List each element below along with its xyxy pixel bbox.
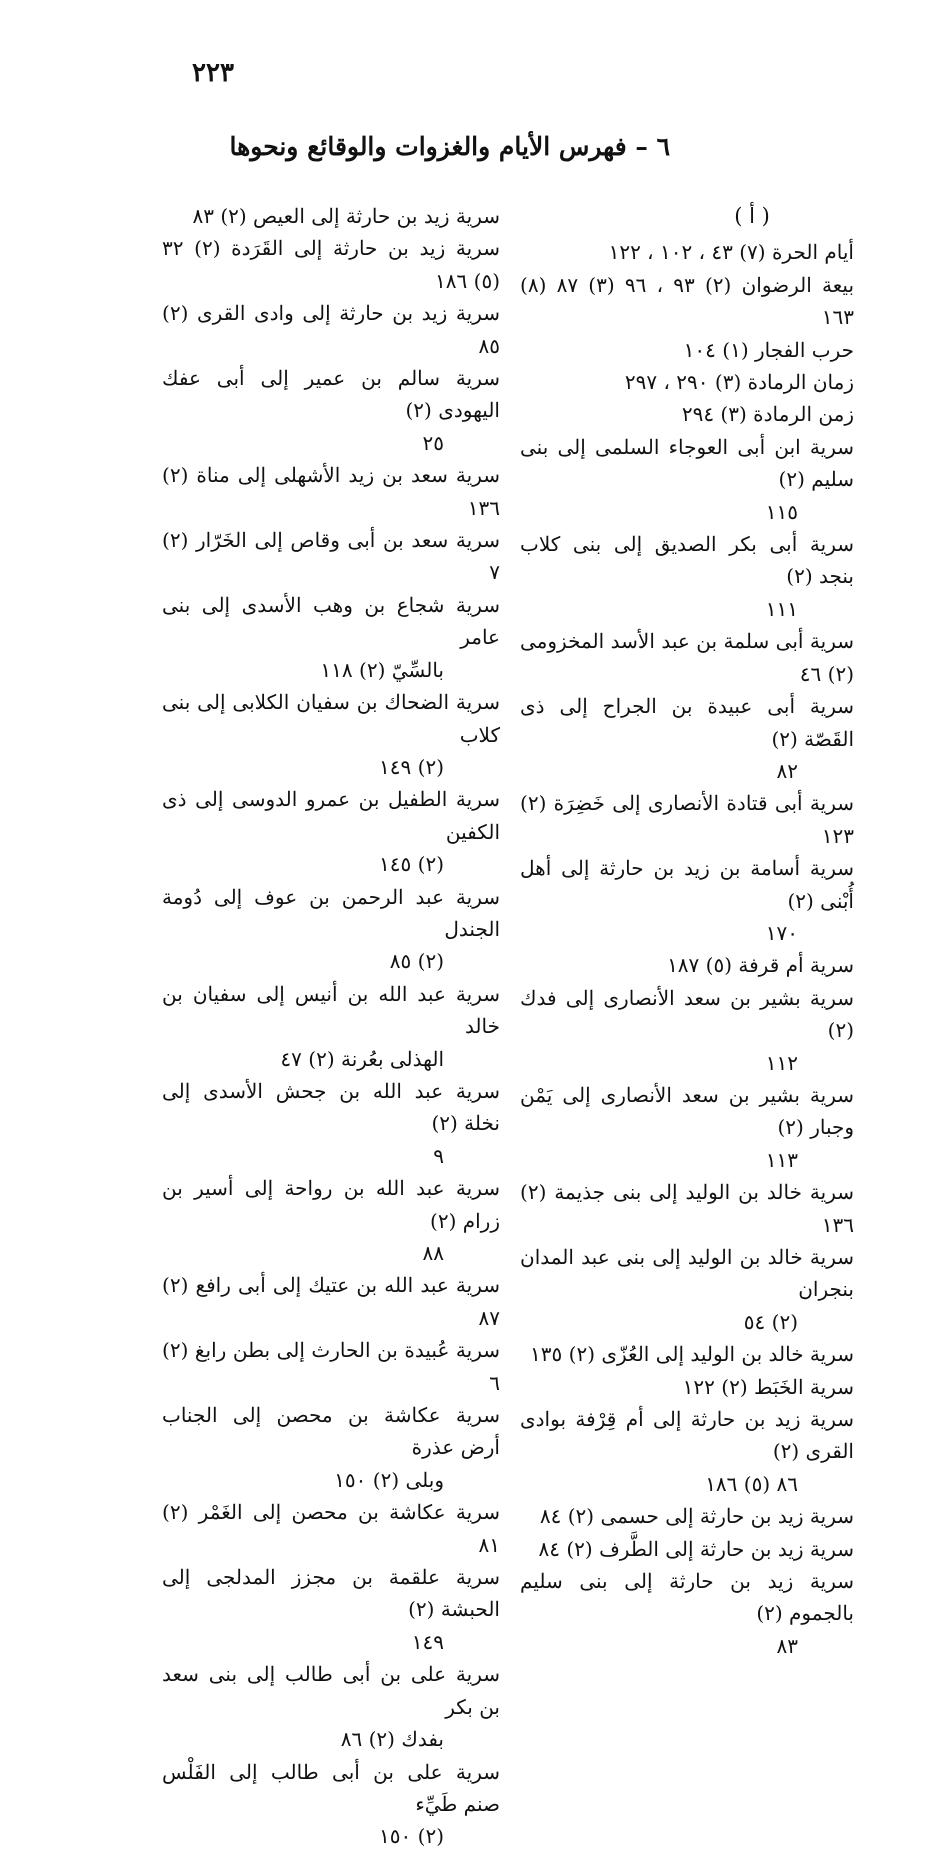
index-entry: سرية زيد بن حارثة إلى أم قِرْفة بوادى القرى (٢) ٨٦ (٥) ١٨٦	[520, 1407, 854, 1496]
index-entry: سرية زيد بن حارثة إلى القَرَدة (٢) ٣٢ (٥) ١٨٦	[162, 236, 500, 293]
index-entry: سرية شجاع بن وهب الأسدى إلى بنى عامر بالسِّيّ (٢) ١١٨	[162, 592, 500, 682]
index-entry: سرية بشير بن سعد الأنصارى إلى فدك (٢) ١١٢	[520, 985, 854, 1075]
index-entry: سرية الطفيل بن عمرو الدوسى إلى ذى الكفين (٢) ١٤٥	[162, 787, 500, 877]
index-entry: سرية عكاشة بن محصن إلى الجناب أرض عذرة وبلى (٢) ١٥٠	[162, 1403, 500, 1492]
index-entry: سرية زيد بن حارثة إلى بنى سليم بالجموم (٢) ٨٣	[520, 1569, 854, 1658]
index-entry: سرية عبد الله بن عتيك إلى أبى رافع (٢) ٨٧	[162, 1273, 500, 1330]
index-entry: سرية أبى عبيدة بن الجراح إلى ذى القَصّة (٢) ٨٢	[520, 694, 854, 783]
index-entry: سرية على بن أبى طالب إلى بنى سعد بن بكر بفدك (٢) ٨٦	[162, 1662, 500, 1752]
index-entry: سرية خالد بن الوليد إلى بنى عبد المدان بنجران (٢) ٥٤	[520, 1245, 854, 1334]
index-entry: سرية على بن أبى طالب إلى الفَلْس صنم طَيِّء (٢) ١٥٠	[162, 1759, 500, 1849]
index-entry: سرية بشير بن سعد الأنصارى إلى يَمْن وجبار (٢) ١١٣	[520, 1082, 854, 1172]
index-entry: زمان الرمادة (٣) ٢٩٠ ، ٢٩٧	[624, 370, 854, 395]
index-entry: سرية عبد الله بن أنيس إلى سفيان بن خالد الهذلى بعُرنة (٢) ٤٧	[162, 981, 500, 1071]
index-entry: سرية أبى قتادة الأنصارى إلى خَضِرَة (٢) ١٢٣	[520, 791, 854, 848]
left-column	[162, 200, 500, 1853]
index-entry: سرية الخَبَط (٢) ١٢٢	[682, 1374, 854, 1399]
index-entry: سرية عبد الله بن جحش الأسدى إلى نخلة (٢) ٩	[162, 1078, 500, 1168]
index-entry: سرية زيد بن حارثة إلى الطَّرف (٢) ٨٤	[538, 1536, 854, 1561]
index-entry: سرية أسامة بن زيد بن حارثة إلى أهل أُبْنى (٢) ١٧٠	[520, 856, 854, 945]
page-title: ٦ – فهرس الأيام والغزوات والوقائع ونحوها	[229, 132, 670, 161]
right-column	[520, 200, 854, 1662]
index-entry: سرية سعد بن زيد الأشهلى إلى مناة (٢) ١٣٦	[162, 463, 500, 520]
index-entry: سرية خالد بن الوليد إلى العُزّى (٢) ١٣٥	[530, 1342, 854, 1367]
section-letter: ( أ )	[734, 204, 770, 228]
index-entry: بيعة الرضوان (٢) ٩٣ ، ٩٦ (٣) ٨٧ (٨) ١٦٣	[520, 272, 855, 330]
index-entry: سرية عبد الله بن رواحة إلى أسير بن زرام (٢) ٨٨	[162, 1176, 500, 1265]
index-entry: سرية علقمة بن مجزز المدلجى إلى الحبشة (٢) ١٤٩	[162, 1565, 500, 1654]
index-entry: سرية عبد الرحمن بن عوف إلى دُومة الجندل (٢) ٨٥	[162, 884, 500, 974]
index-entry: سرية زيد بن حارثة إلى وادى القرى (٢) ٨٥	[162, 301, 500, 358]
index-entry: سرية زيد بن حارثة إلى حسمى (٢) ٨٤	[539, 1504, 854, 1529]
index-entry: سرية أم قرفة (٥) ١٨٧	[667, 953, 854, 978]
index-entry: أيام الحرة (٧) ٤٣ ، ١٠٢ ، ١٢٢	[608, 240, 854, 265]
index-entry: زمن الرمادة (٣) ٢٩٤	[681, 402, 854, 427]
index-entry: سرية سعد بن أبى وقاص إلى الخَرّار (٢) ٧	[162, 528, 500, 585]
index-entry: حرب الفجار (١) ١٠٤	[683, 337, 854, 362]
index-entry: سرية سالم بن عمير إلى أبى عفك اليهودى (٢) ٢٥	[162, 366, 500, 455]
index-entry: سرية ابن أبى العوجاء السلمى إلى بنى سليم (٢) ١١٥	[520, 434, 854, 524]
index-entry: سرية خالد بن الوليد إلى بنى جذيمة (٢) ١٣٦	[520, 1180, 854, 1237]
index-entry: سرية عُبيدة بن الحارث إلى بطن رابغ (٢) ٦	[162, 1338, 500, 1395]
index-entry: سرية عكاشة بن محصن إلى الغَمْر (٢) ٨١	[162, 1500, 500, 1557]
index-entry: سرية أبى سلمة بن عبد الأسد المخزومى (٢) ٤٦	[520, 629, 854, 686]
page-number: ٢٢٣	[192, 58, 234, 88]
index-entry: سرية زيد بن حارثة إلى العيص (٢) ٨٣	[192, 204, 500, 228]
index-entry: سرية الضحاك بن سفيان الكلابى إلى بنى كلاب (٢) ١٤٩	[162, 690, 500, 779]
index-entry: سرية أبى بكر الصديق إلى بنى كلاب بنجد (٢) ١١١	[520, 532, 854, 621]
